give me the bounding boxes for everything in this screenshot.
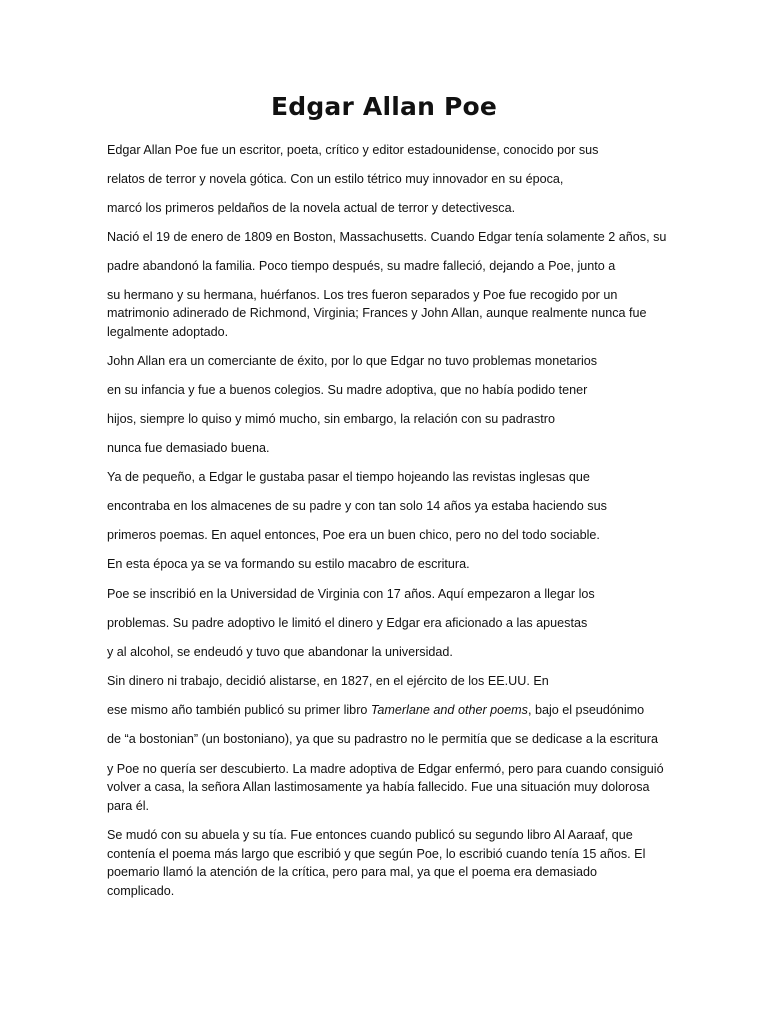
- text-line: para él.: [107, 799, 150, 813]
- text-line: Se mudó con su abuela y su tía. Fue entonces cuando publicó su segundo libro Al Aaraaf, que: [107, 828, 633, 842]
- text-line: nunca fue demasiado buena.: [107, 441, 270, 455]
- text-line: problemas. Su padre adoptivo le limitó el dinero y Edgar era aficionado a las apuestas: [107, 616, 588, 630]
- text-line: padre abandonó la familia. Poco tiempo después, su madre falleció, dejando a Poe, junto a: [107, 259, 616, 273]
- page-title: Edgar Allan Poe: [270, 92, 498, 121]
- text-line: Sin dinero ni trabajo, decidió alistarse, en 1827, en el ejército de los EE.UU. En: [107, 674, 549, 688]
- text-line: Ya de pequeño, a Edgar le gustaba pasar el tiempo hojeando las revistas inglesas que: [107, 470, 590, 484]
- text-line: John Allan era un comerciante de éxito, por lo que Edgar no tuvo problemas monetarios: [107, 354, 598, 368]
- text-line: Nació el 19 de enero de 1809 en Boston, Massachusetts. Cuando Edgar tenía solamente 2 años, su: [107, 230, 667, 244]
- text-line: hijos, siempre lo quiso y mimó mucho, sin embargo, la relación con su padrastro: [107, 412, 555, 426]
- text-line: marcó los primeros peldaños de la novela actual de terror y detectivesca.: [107, 201, 516, 215]
- text-line: legalmente adoptado.: [107, 325, 229, 339]
- text-line: Poe se inscribió en la Universidad de Virginia con 17 años. Aquí empezaron a llegar los: [107, 587, 595, 601]
- text-line: En esta época ya se va formando su estilo macabro de escritura.: [107, 557, 470, 571]
- text-line: en su infancia y fue a buenos colegios. Su madre adoptiva, que no había podido tener: [107, 383, 588, 397]
- text-run: , bajo el pseudónimo: [527, 703, 645, 717]
- text-line: poemario llamó la atención de la crítica, pero para mal, ya que el poema era demasiado: [107, 865, 598, 879]
- text-line: Edgar Allan Poe fue un escritor, poeta, crítico y editor estadounidense, conocido por sus: [107, 143, 599, 157]
- text-line: y Poe no quería ser descubierto. La madre adoptiva de Edgar enfermó, pero para cuando consiguió: [107, 762, 664, 776]
- text-line-with-book-title: [107, 702, 644, 719]
- text-line: volver a casa, la señora Allan lastimosamente ya había fallecido. Fue una situación muy dolorosa: [107, 780, 650, 794]
- text-line: su hermano y su hermana, huérfanos. Los tres fueron separados y Poe fue recogido por un: [107, 288, 618, 302]
- text-line: primeros poemas. En aquel entonces, Poe era un buen chico, pero no del todo sociable.: [107, 528, 600, 542]
- text-line: y al alcohol, se endeudó y tuvo que abandonar la universidad.: [107, 645, 453, 659]
- text-line: relatos de terror y novela gótica. Con un estilo tétrico muy innovador en su época,: [107, 172, 564, 186]
- book-title: Tamerlane and other poems: [370, 703, 528, 717]
- text-line: contenía el poema más largo que escribió y que según Poe, lo escribió cuando tenía 15 años. El: [107, 847, 646, 861]
- text-line: complicado.: [107, 884, 175, 898]
- text-line: matrimonio adinerado de Richmond, Virginia; Frances y John Allan, aunque realmente nunca fue: [107, 306, 647, 320]
- text-line: encontraba en los almacenes de su padre y con tan solo 14 años ya estaba haciendo sus: [107, 499, 607, 513]
- text-line: de “a bostonian” (un bostoniano), ya que su padrastro no le permitía que se dedicase a la escritura: [107, 732, 658, 746]
- text-run: ese mismo año también publicó su primer libro: [107, 703, 371, 717]
